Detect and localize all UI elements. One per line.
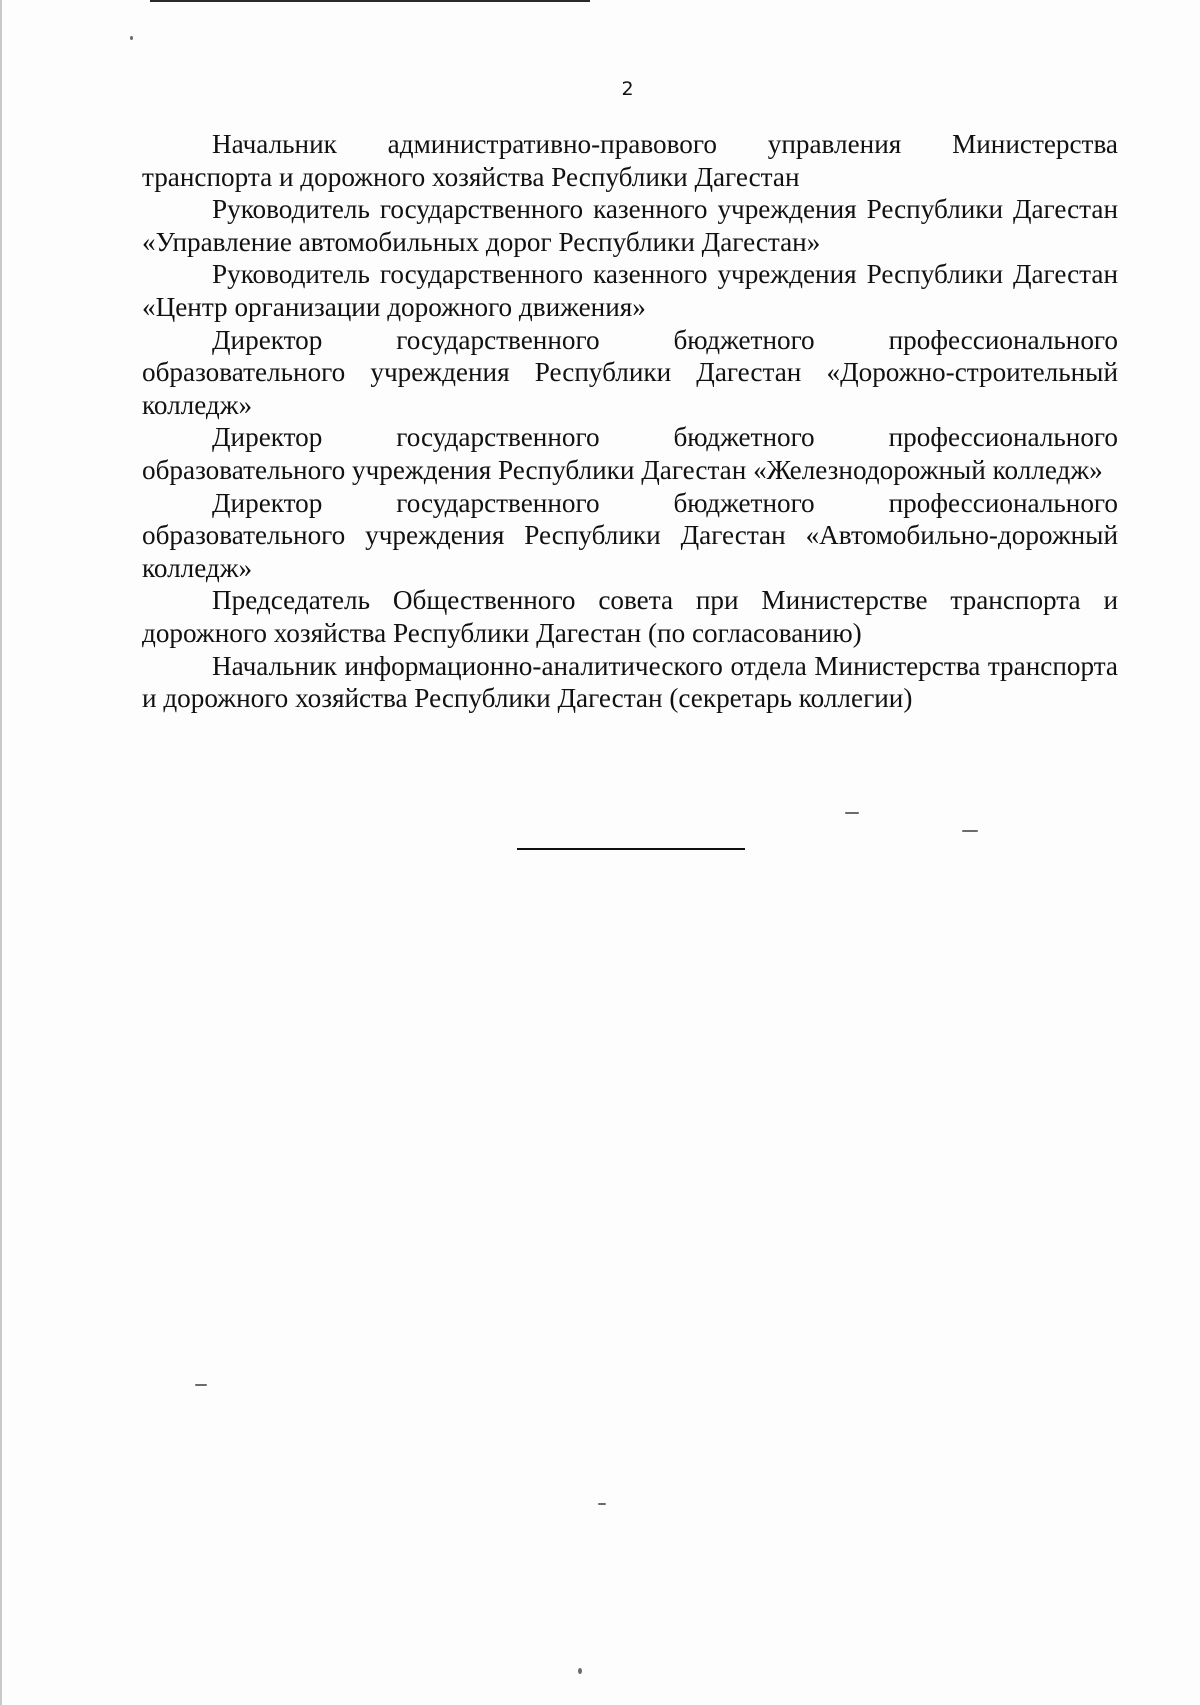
page-number: 2 xyxy=(621,78,634,100)
scan-left-edge xyxy=(0,0,2,1705)
scan-speck xyxy=(130,36,133,40)
list-entry: Начальник информационно-аналитического отдела Министерства транспорта и дорожного хозяйства Республики Дагестан (секретарь коллегии) xyxy=(142,650,1118,714)
member-list xyxy=(142,128,1118,715)
end-of-list-rule xyxy=(517,848,745,850)
list-entry: Директор государственного бюджетного профессионального образовательного учреждения Республики Дагестан «Автомобильно-дорожный колледж» xyxy=(142,487,1118,583)
scan-speck xyxy=(598,1503,606,1505)
scan-speck xyxy=(578,1668,582,1674)
scan-speck xyxy=(195,1384,207,1386)
scan-speck xyxy=(845,812,859,814)
list-entry: Руководитель государственного казенного учреждения Республики Дагестан «Управление автомобильных дорог Республики Дагестан» xyxy=(142,194,1118,257)
list-entry: Директор государственного бюджетного профессионального образовательного учреждения Республики Дагестан «Железнодорожный колледж» xyxy=(142,422,1118,485)
scan-top-rule xyxy=(150,0,590,2)
list-entry: Директор государственного бюджетного профессионального образовательного учреждения Республики Дагестан «Дорожно-строительный колледж» xyxy=(142,324,1118,420)
list-entry: Начальник административно-правового управления Министерства транспорта и дорожного хозяйства Республики Дагестан xyxy=(142,129,1118,192)
list-entry: Руководитель государственного казенного учреждения Республики Дагестан «Центр организации дорожного движения» xyxy=(142,259,1118,322)
list-entry: Председатель Общественного совета при Министерстве транспорта и дорожного хозяйства Республики Дагестан (по согласованию) xyxy=(142,585,1118,648)
scan-speck xyxy=(962,830,978,832)
